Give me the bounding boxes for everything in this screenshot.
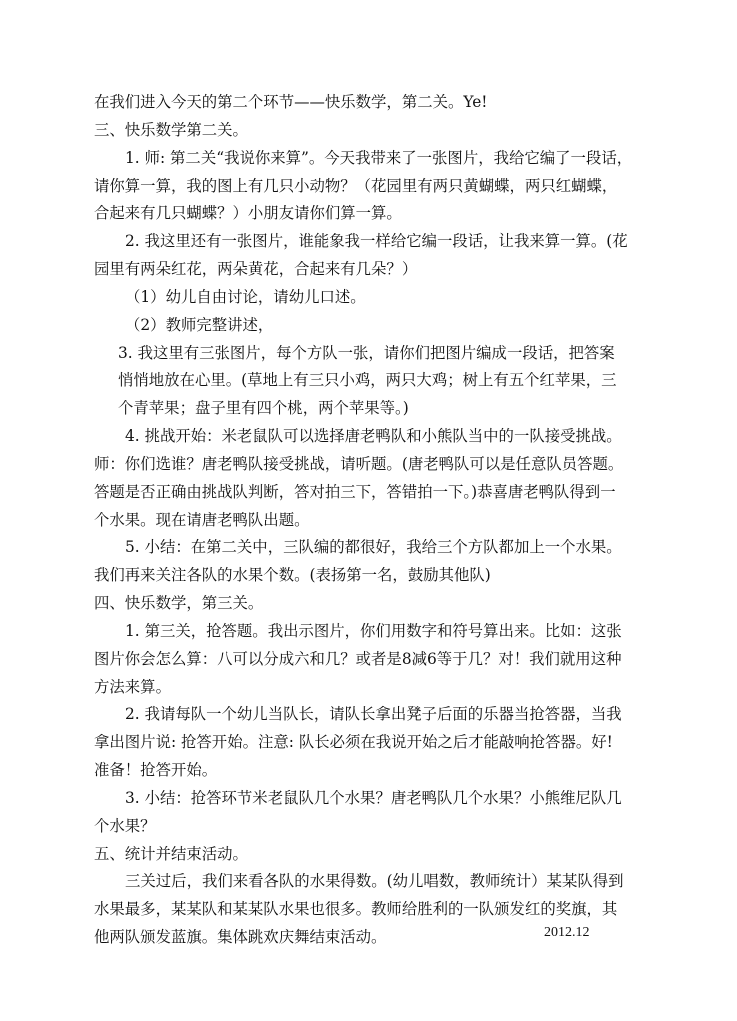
paragraph-line: 悄悄地放在心里。(草地上有三只小鸡，两只大鸡；树上有五个红苹果，三 <box>118 371 617 389</box>
paragraph-line: 4. 挑战开始：米老鼠队可以选择唐老鸭队和小熊队当中的一队接受挑战。 <box>125 427 622 445</box>
paragraph-line: 水果最多，某某队和某某队水果也很多。教师给胜利的一队颁发红的奖旗，其 <box>94 900 618 918</box>
paragraph-line: 师：你们选谁？唐老鸭队接受挑战，请听题。(唐老鸭队可以是任意队员答题。 <box>94 455 624 473</box>
paragraph-line: （2）教师完整讲述， <box>125 316 274 334</box>
paragraph-line: 1. 第三关，抢答题。我出示图片，你们用数字和符号算出来。比如：这张 <box>125 622 622 640</box>
section-heading: 三、快乐数学第二关。 <box>94 121 248 139</box>
paragraph-line: 请你算一算，我的图上有几只小动物？（花园里有两只黄蝴蝶，两只红蝴蝶， <box>94 177 618 195</box>
section-heading: 五、统计并结束活动。 <box>94 845 248 863</box>
paragraph-line: 个水果？ <box>94 817 156 835</box>
paragraph-line: 答题是否正确由挑战队判断，答对拍三下，答错拍一下。)恭喜唐老鸭队得到一 <box>94 483 616 501</box>
paragraph-line: 2. 我请每队一个幼儿当队长，请队长拿出凳子后面的乐器当抢答器，当我 <box>125 705 622 723</box>
paragraph-line: 合起来有几只蝴蝶？）小朋友请你们算一算。 <box>94 204 402 222</box>
paragraph-line: 三关过后，我们来看各队的水果得数。(幼儿唱数，教师统计）某某队得到 <box>125 872 624 890</box>
paragraph-line: 拿出图片说: 抢答开始。注意: 队长必须在我说开始之后才能敲响抢答器。好! <box>94 733 613 751</box>
paragraph-line: 准备！抢答开始。 <box>94 761 218 779</box>
paragraph-line: 在我们进入今天的第二个环节——快乐数学，第二关。Ye! <box>94 93 488 111</box>
paragraph-line: 3. 小结：抢答环节米老鼠队几个水果？唐老鸭队几个水果？小熊维尼队几 <box>125 789 622 807</box>
paragraph-line: 个青苹果；盘子里有四个桃，两个苹果等。) <box>118 399 409 417</box>
document-date: 2012.12 <box>544 925 590 940</box>
paragraph-line: 1. 师: 第二关“我说你来算”。今天我带来了一张图片，我给它编了一段话， <box>125 149 633 167</box>
paragraph-line: （1）幼儿自由讨论，请幼儿口述。 <box>125 288 366 306</box>
paragraph-line: 5. 小结：在第二关中，三队编的都很好，我给三个方队都加上一个水果。 <box>125 538 622 556</box>
paragraph-line: 图片你会怎么算：八可以分成六和几？或者是8减6等于几？对！我们就用这种 <box>94 650 622 668</box>
section-heading: 四、快乐数学，第三关。 <box>94 594 264 612</box>
paragraph-line: 方法来算。 <box>94 678 171 696</box>
paragraph-line: 个水果。现在请唐老鸭队出题。 <box>94 511 310 529</box>
paragraph-line: 他两队颁发蓝旗。集体跳欢庆舞结束活动。 <box>94 928 387 946</box>
paragraph-line: 3. 我这里有三张图片，每个方队一张，请你们把图片编成一段话，把答案 <box>118 344 615 362</box>
paragraph-line: 2. 我这里还有一张图片，谁能象我一样给它编一段话，让我来算一算。(花 <box>125 232 628 250</box>
paragraph-line: 园里有两朵红花，两朵黄花，合起来有几朵？） <box>94 260 418 278</box>
paragraph-line: 我们再来关注各队的水果个数。(表扬第一名，鼓励其他队) <box>94 566 491 584</box>
